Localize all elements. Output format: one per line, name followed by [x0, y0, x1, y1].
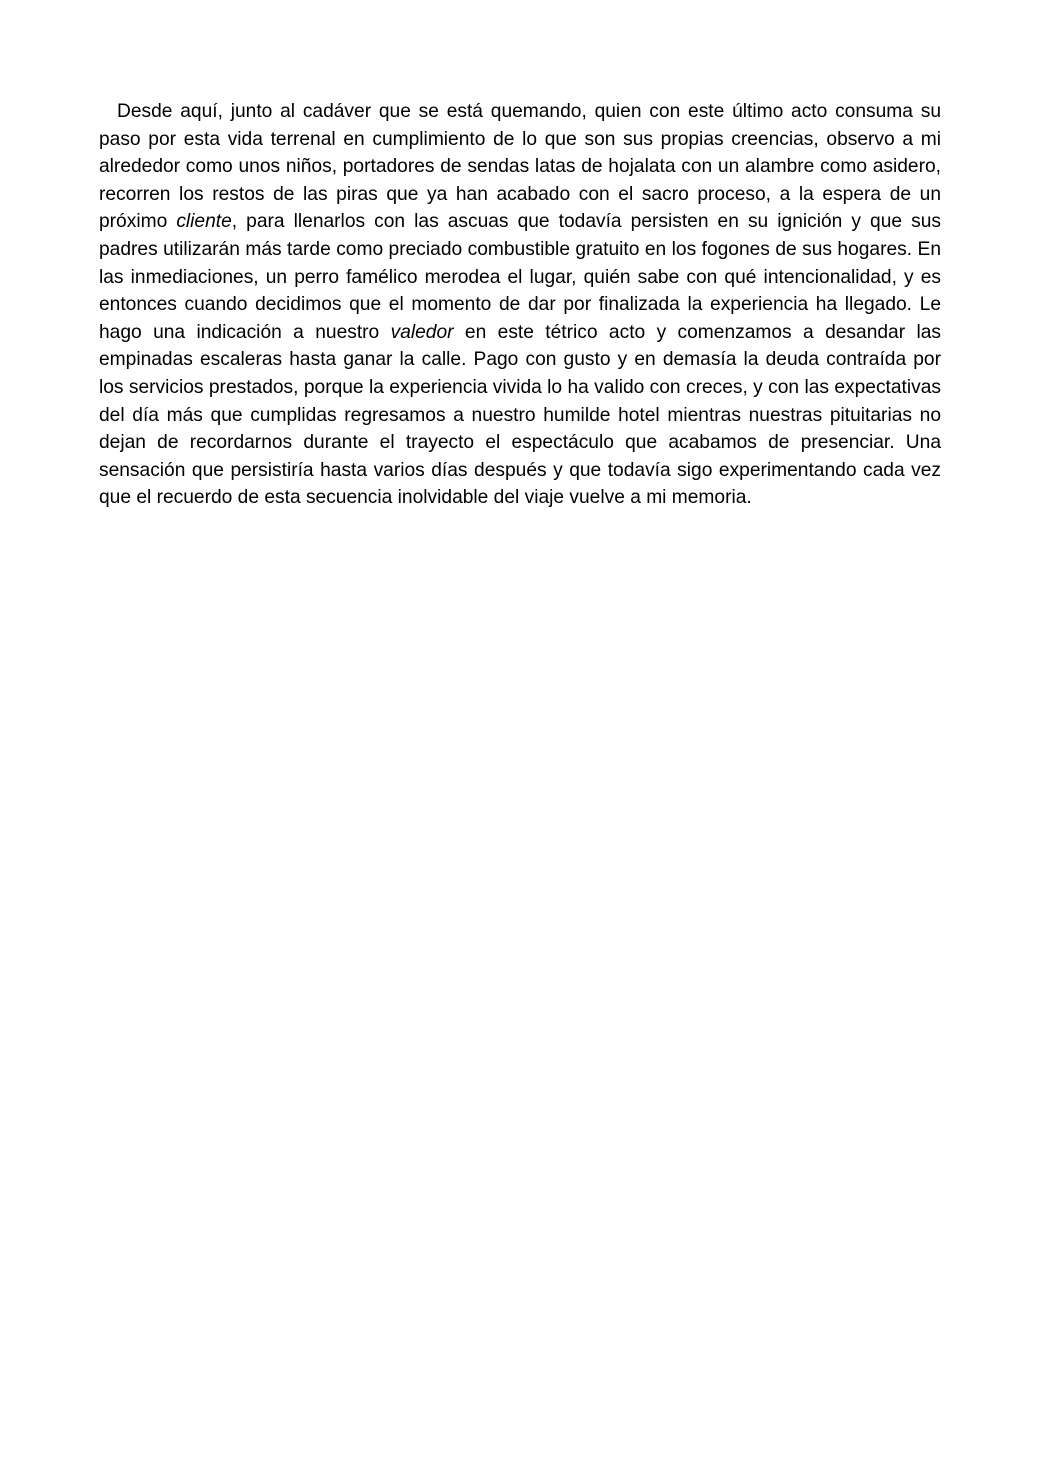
- italic-word-cliente: cliente: [176, 211, 232, 233]
- paragraph-text-part-2: , para llenarlos con las ascuas que todavía persisten en su ignición y que sus padres utilizarán más tarde como preciado combustible gratuito en los fogones de sus hogares. En las inmediaciones, un perro famélico merodea el lugar, quién sabe con qué intencionalidad, y es entonces cuando decidimos que el momento de dar por finalizada la experiencia ha llegado. Le hago una indicación a nuestro: [99, 211, 941, 343]
- paragraph-text-part-3: en este tétrico acto y comenzamos a desandar las empinadas escaleras hasta ganar la calle. Pago con gusto y en demasía la deuda contraída por los servicios prestados, porque la experiencia vivida lo ha valido con creces, y con las expectativas del día más que cumplidas regresamos a nuestro humilde hotel mientras nuestras pituitarias no dejan de recordarnos durante el trayecto el espectáculo que acabamos de presenciar. Una sensación que persistiría hasta varios días después y que todavía sigo experimentando cada vez que el recuerdo de esta secuencia inolvidable del viaje vuelve a mi memoria.: [99, 321, 942, 509]
- paragraph-text-part-1: Desde aquí, junto al cadáver que se está quemando, quien con este último acto consuma su paso por esta vida terrenal en cumplimiento de lo que son sus propias creencias, observo a mi alrededor como unos niños, portadores de sendas latas de hojalata con un alambre como asidero, recorren los restos de las piras que ya han acabado con el sacro proceso, a la espera de un próximo: [99, 101, 941, 233]
- body-paragraph: [99, 98, 941, 512]
- italic-word-valedor: valedor: [390, 321, 454, 343]
